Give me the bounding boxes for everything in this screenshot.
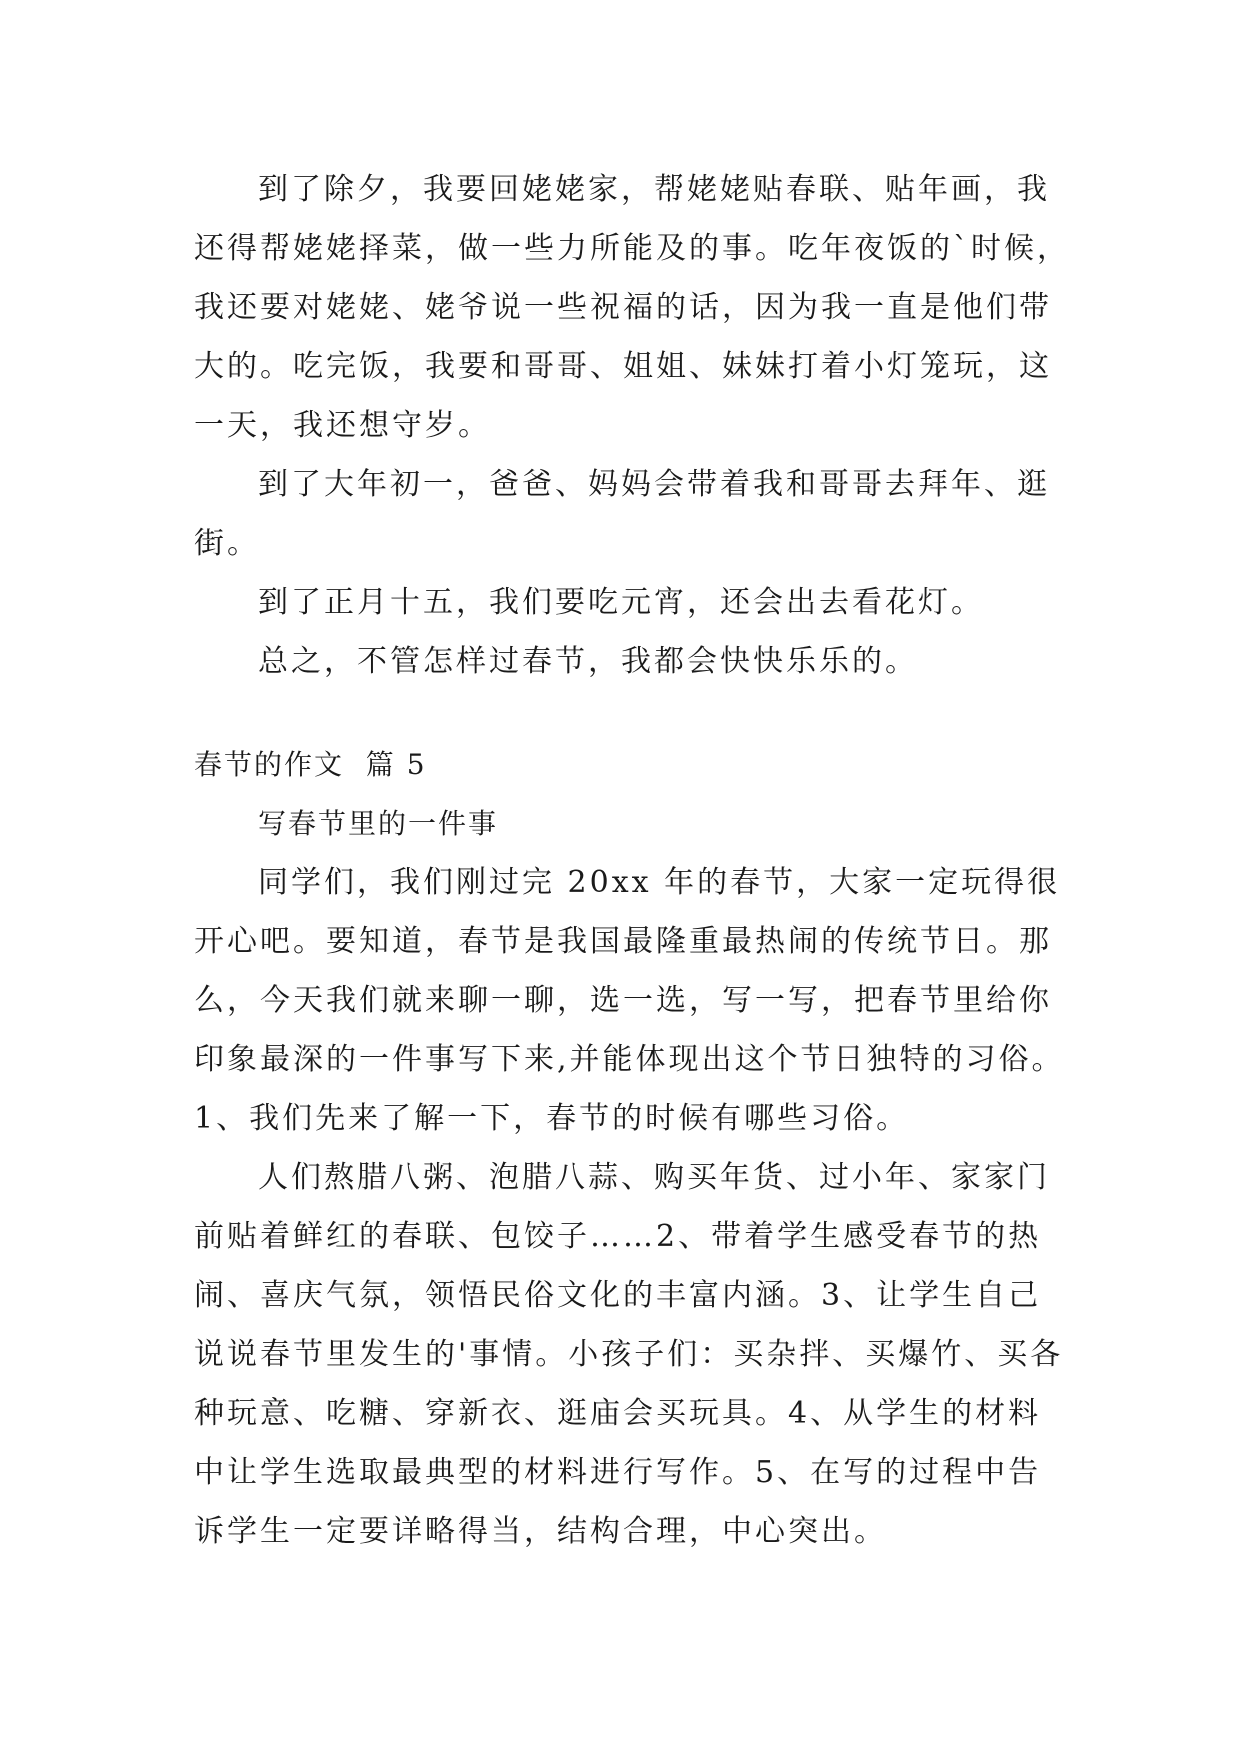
paragraph-customs: 人们熬腊八粥、泡腊八蒜、购买年货、过小年、家家门前贴着鲜红的春联、包饺子……2、带着学生感受春节的热闹、喜庆气氛，领悟民俗文化的丰富内涵。3、让学生自己说说春节里发生的'事情。小孩子们：买杂拌、买爆竹、买各种玩意、吃糖、穿新衣、逛庙会买玩具。4、从学生的材料中让学生选取最典型的材料进行写作。5、在写的过程中告诉学生一定要详略得当，结构合理，中心突出。 bbox=[194, 1160, 1064, 1549]
paragraph-point-1: 1、我们先来了解一下，春节的时候有哪些习俗。 bbox=[194, 1101, 910, 1136]
section-subtitle: 写春节里的一件事 bbox=[258, 807, 499, 840]
paragraph-conclusion: 总之，不管怎样过春节，我都会快快乐乐的。 bbox=[258, 644, 918, 679]
section-gap bbox=[194, 691, 1074, 735]
paragraph-new-years-eve: 到了除夕，我要回姥姥家，帮姥姥贴春联、贴年画，我还得帮姥姥择菜，做一些力所能及的事。吃年夜饭的`时候，我还要对姥姥、姥爷说一些祝福的话，因为我一直是他们带大的。吃完饭，我要和哥哥、姐姐、妹妹打着小灯笼玩，这一天，我还想守岁。 bbox=[194, 172, 1070, 443]
document-page bbox=[194, 160, 1074, 1561]
paragraph-first-day: 到了大年初一，爸爸、妈妈会带着我和哥哥去拜年、逛街。 bbox=[194, 467, 1050, 561]
paragraph-lantern-festival: 到了正月十五，我们要吃元宵，还会出去看花灯。 bbox=[258, 585, 984, 620]
section-title: 春节的作文 篇 5 bbox=[194, 748, 427, 781]
paragraph-intro: 同学们，我们刚过完 20xx 年的春节，大家一定玩得很开心吧。要知道，春节是我国最隆重最热闹的传统节日。那么，今天我们就来聊一聊，选一选，写一写，把春节里给你印象最深的一件事写下来,并能体现出这个节日独特的习俗。 bbox=[194, 865, 1065, 1077]
